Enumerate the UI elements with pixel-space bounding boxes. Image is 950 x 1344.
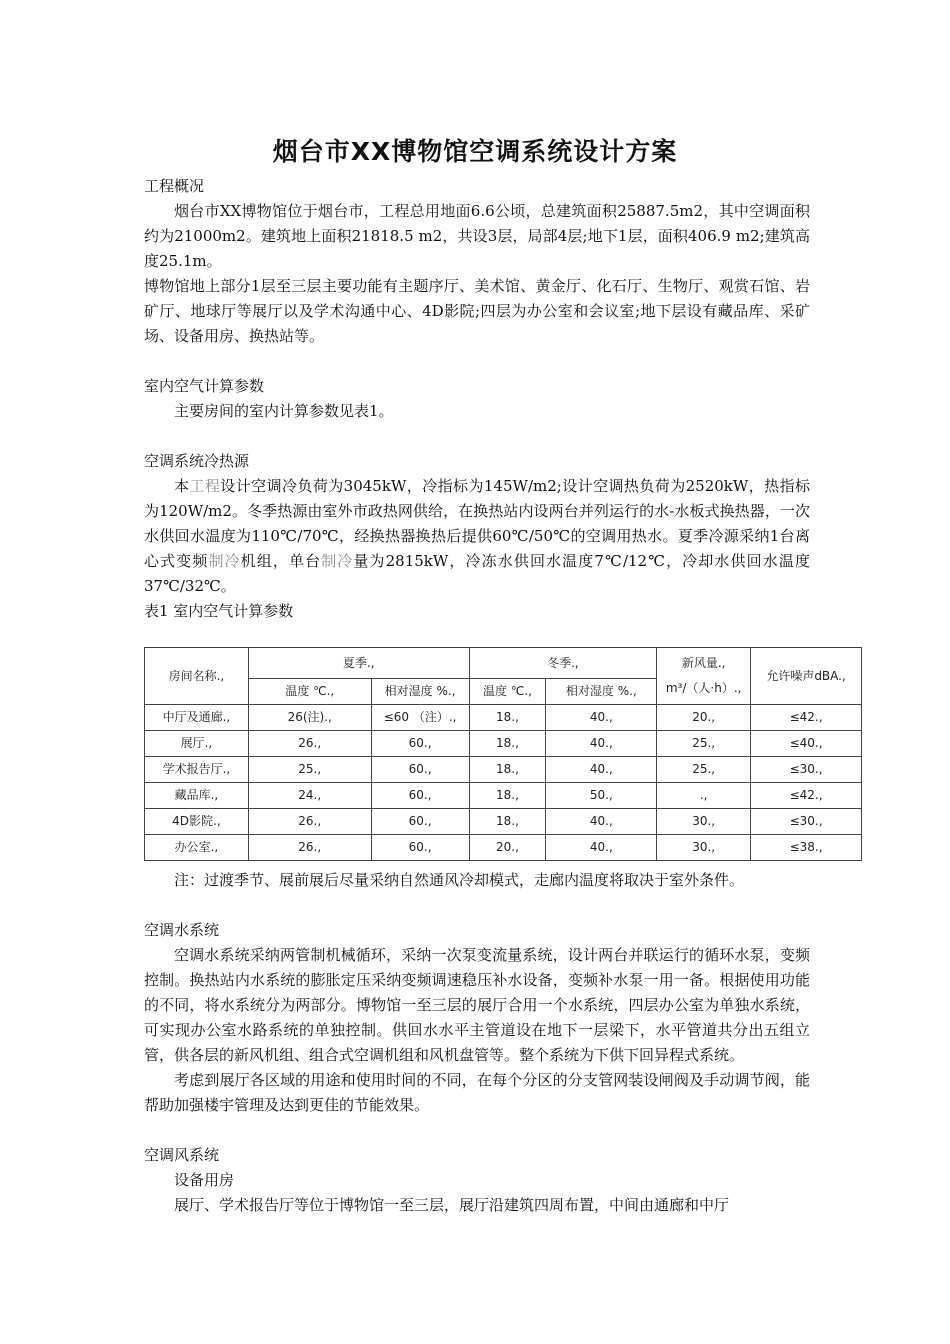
cell-fresh-air: 25.,	[657, 757, 751, 783]
table-caption: 表1 室内空气计算参数	[144, 602, 294, 620]
header-room: 房间名称.,	[145, 648, 249, 705]
cell-room: 藏品库.,	[145, 783, 249, 809]
section-heading-air: 空调风系统	[144, 1146, 220, 1164]
water-paragraph-2: 考虑到展厅各区域的用途和使用时间的不同，在每个分区的分支管网装设闸阀及手动调节阀，能帮助加强楼宇管理及达到更佳的节能效果。	[144, 1071, 810, 1114]
cell-room: 办公室.,	[145, 835, 249, 861]
overview-paragraph-1: 烟台市XX博物馆位于烟台市，工程总用地面6.6公顷，总建筑面积25887.5m2，其中空调面积约为21000m2。建筑地上面积21818.5 m2，共设3层，局部4层;地下1层，面积406.9 m2;建筑高度25.1m。	[144, 202, 810, 270]
cell-summer-humidity: 60.,	[371, 757, 469, 783]
cell-winter-humidity: 40.,	[546, 835, 657, 861]
table-row	[145, 705, 862, 731]
cell-noise: ≤30.,	[751, 757, 862, 783]
cell-fresh-air: 30.,	[657, 809, 751, 835]
cell-winter-humidity: 40.,	[546, 809, 657, 835]
cell-summer-temp: 26.,	[248, 809, 371, 835]
cell-noise: ≤42.,	[751, 783, 862, 809]
source-paragraph	[144, 474, 810, 599]
cell-room: 4D影院.,	[145, 809, 249, 835]
header-summer-temp: 温度 ℃.,	[248, 679, 371, 705]
cell-summer-temp: 26.,	[248, 731, 371, 757]
table-note: 注：过渡季节、展前展后尽量采纳自然通风冷却模式，走廊内温度将取决于室外条件。	[174, 871, 745, 889]
overview-paragraph-2: 博物馆地上部分1层至三层主要功能有主题序厅、美术馆、黄金厅、化石厅、生物厅、观赏石馆、岩矿厅、地球厅等展厅以及学术沟通中心、4D影院;四层为办公室和会议室;地下层设有藏品库、采矿场、设备用房、换热站等。	[144, 277, 810, 345]
cell-winter-temp: 18.,	[469, 705, 546, 731]
header-fresh-air	[657, 648, 751, 705]
section-heading-source: 空调系统冷热源	[144, 452, 250, 470]
cell-fresh-air: 20.,	[657, 705, 751, 731]
header-fresh-air-label: 新风量.,	[681, 656, 726, 670]
header-fresh-air-unit: m³/（人·h）.,	[665, 681, 742, 695]
cell-summer-humidity: ≤60 （注）.,	[371, 705, 469, 731]
cell-summer-temp: 25.,	[248, 757, 371, 783]
cell-summer-humidity: 60.,	[371, 835, 469, 861]
header-noise: 允许噪声dBA.,	[751, 648, 862, 705]
source-text-d: 量为2815kW，冷冻水供回水温度7℃/12℃，冷却水供回水温度37℃/32℃。	[144, 552, 810, 595]
header-winter-humidity: 相对湿度 %.,	[546, 679, 657, 705]
section-heading-overview: 工程概况	[144, 177, 205, 195]
cell-room: 中厅及通廊.,	[145, 705, 249, 731]
header-winter: 冬季.,	[469, 648, 657, 679]
cell-noise: ≤42.,	[751, 705, 862, 731]
cell-winter-humidity: 40.,	[546, 757, 657, 783]
cell-winter-temp: 20.,	[469, 835, 546, 861]
air-subheading: 设备用房	[174, 1171, 235, 1189]
cell-winter-temp: 18.,	[469, 783, 546, 809]
cell-noise: ≤40.,	[751, 731, 862, 757]
source-text-grey-2: 制冷	[208, 552, 241, 570]
air-paragraph-1: 展厅、学术报告厅等位于博物馆一至三层，展厅沿建筑四周布置，中间由通廊和中厅	[174, 1196, 730, 1214]
table-header-row-1	[145, 648, 862, 679]
document-title: 烟台市XX博物馆空调系统设计方案	[272, 137, 678, 166]
water-paragraph-1: 空调水系统采纳两管制机械循环，采纳一次泵变流量系统，设计两台并联运行的循环水泵，变频控制。换热站内水系统的膨胀定压采纳变频调速稳压补水设备，变频补水泵一用一备。根据使用功能的不同，将水系统分为两部分。博物馆一至三层的展厅合用一个水系统，四层办公室为单独水系统，可实现办公室水路系统的单独控制。供回水水平主管道设在地下一层梁下，水平管道共分出五组立管，供各层的新风机组、组合式空调机组和风机盘管等。整个系统为下供下回异程式系统。	[144, 946, 810, 1064]
source-text-c: 机组，单台	[240, 552, 322, 570]
document-body	[144, 174, 846, 1218]
cell-noise: ≤30.,	[751, 809, 862, 835]
table-row	[145, 757, 862, 783]
cell-summer-temp: 24.,	[248, 783, 371, 809]
section-heading-water: 空调水系统	[144, 921, 220, 939]
section-heading-indoor: 室内空气计算参数	[144, 377, 265, 395]
cell-room: 学术报告厅.,	[145, 757, 249, 783]
cell-summer-humidity: 60.,	[371, 783, 469, 809]
cell-room: 展厅.,	[145, 731, 249, 757]
indoor-parameter-table	[144, 647, 862, 861]
source-text-grey-1: 工程	[189, 477, 221, 495]
header-winter-temp: 温度 ℃.,	[469, 679, 546, 705]
cell-winter-humidity: 40.,	[546, 731, 657, 757]
source-text-a: 本	[174, 477, 190, 495]
cell-fresh-air: .,	[657, 783, 751, 809]
table-row	[145, 809, 862, 835]
cell-summer-humidity: 60.,	[371, 731, 469, 757]
cell-winter-temp: 18.,	[469, 809, 546, 835]
header-summer: 夏季.,	[248, 648, 469, 679]
cell-winter-temp: 18.,	[469, 731, 546, 757]
source-text-grey-3: 制冷	[321, 552, 354, 570]
table-row	[145, 835, 862, 861]
cell-fresh-air: 30.,	[657, 835, 751, 861]
cell-summer-temp: 26(注).,	[248, 705, 371, 731]
cell-winter-humidity: 50.,	[546, 783, 657, 809]
header-summer-humidity: 相对湿度 %.,	[371, 679, 469, 705]
indoor-paragraph: 主要房间的室内计算参数见表1。	[174, 402, 394, 420]
cell-winter-temp: 18.,	[469, 757, 546, 783]
source-text-b: 设计空调冷负荷为3045kW，冷指标为145W/m2;设计空调热负荷为2520kW，热指标为120W/m2。冬季热源由室外市政热网供给，在换热站内设两台并列运行的水-水板式换热器，一次水供回水温度为110℃/70℃，经换热器换热后提供60℃/50℃的空调用热水。夏季冷源采纳1台离心式变频	[144, 477, 810, 570]
cell-summer-temp: 26.,	[248, 835, 371, 861]
cell-summer-humidity: 60.,	[371, 809, 469, 835]
cell-winter-humidity: 40.,	[546, 705, 657, 731]
table-row	[145, 783, 862, 809]
cell-fresh-air: 25.,	[657, 731, 751, 757]
parameter-table-wrapper	[144, 647, 862, 861]
cell-noise: ≤38.,	[751, 835, 862, 861]
table-row	[145, 731, 862, 757]
